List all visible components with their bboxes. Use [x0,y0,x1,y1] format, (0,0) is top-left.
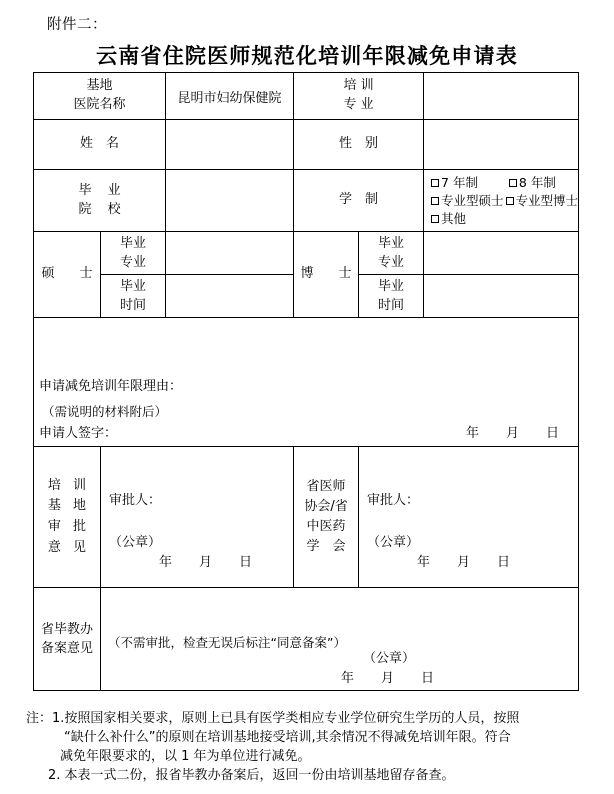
checkbox-option-7year-label: 7 年制 [441,175,478,190]
footer-notes [26,710,592,785]
checkbox-option-professional-master-label: 专业型硕士 [441,192,504,208]
date-day-label: 日 [497,555,512,571]
field-doctor-time-value[interactable] [424,275,579,318]
label-training-specialty [294,73,424,120]
association-seal-label: （公章） [367,535,420,551]
table-row-record [34,588,579,691]
table-row-name [34,120,579,170]
label-association-line1: 省医师 [306,478,346,494]
label-base-approval-line3: 审 批 [47,519,91,535]
date-month-label: 月 [199,555,214,571]
date-month-label: 月 [457,555,472,571]
date-month-label: 月 [506,426,521,442]
label-base-approval-line1: 培 训 [47,477,91,493]
label-base-hospital-line1: 基地 [86,78,113,94]
label-training-specialty-line2: 专 业 [343,97,374,112]
label-master-major-line2: 专业 [120,255,147,271]
label-graduation-school [34,170,166,232]
note-item-1-line-3: 减免年限要求的，以 1 年为单位进行减免。 [60,748,311,764]
provincial-record-note: （不需审批，检查无误后标注“同意备案”） [108,635,346,651]
label-provincial-record-line2: 备案意见 [40,641,93,657]
label-master-time-line1: 毕业 [120,278,147,294]
field-gender-value[interactable] [424,120,579,170]
association-approval-date [417,551,511,570]
field-graduation-school-value[interactable] [166,170,294,232]
page-title: 云南省住院医师规范化培训年限减免申请表 [96,43,518,68]
base-seal-label: （公章） [109,535,162,551]
provincial-record-cell[interactable] [101,588,579,691]
label-doctor-major [359,232,424,275]
note-item-2: 2. 本表一式二份，报省毕教办备案后，返回一份由培训基地留存备查。 [48,767,455,783]
label-association-line2: 协会/省 [304,499,348,515]
note-item-1-line-2: “缺什么补什么”的原则在培训基地接受培训,其余情况不得减免培训年限。符合 [64,729,511,745]
attachment-label: 附件二： [47,17,107,33]
reason-title: 申请减免培训年限理由： [39,379,183,395]
label-doctor-major-line2: 专业 [378,255,405,271]
field-training-specialty-value[interactable] [424,73,579,120]
checkbox-option-professional-doctor-label: 专业型博士 [515,192,579,208]
checkbox-icon [431,197,439,205]
label-schooling-system: 学 制 [294,170,424,232]
field-master-time-value[interactable] [166,275,294,318]
label-provincial-record-line1: 省毕教办 [40,621,93,637]
base-approval-date [159,551,253,570]
label-base-approval-line4: 意 见 [47,540,91,556]
base-approver-label: 审批人： [109,493,162,509]
label-provincial-record [34,588,101,691]
applicant-signature-label: 申请人签字： [39,426,118,442]
applicant-signature-date [466,422,560,441]
date-year-label: 年 [465,426,480,442]
table-row-school [34,170,579,232]
checkbox-icon [431,215,439,223]
association-approver-label: 审批人： [367,493,420,509]
date-year-label: 年 [159,555,174,571]
note-item-1-line-1 [26,710,592,729]
reason-cell[interactable] [34,318,579,447]
label-master-major [101,232,166,275]
label-association-approval [294,447,359,588]
table-row-base-hospital [34,73,579,120]
checkbox-option-professional-doctor[interactable] [506,192,579,210]
provincial-record-date [341,667,435,686]
option-row-2 [431,192,578,210]
table-row-approval [34,447,579,588]
checkbox-option-professional-master[interactable] [431,192,505,210]
label-doctor-major-line1: 毕业 [378,235,405,251]
label-training-specialty-line1: 培 训 [343,78,374,94]
checkbox-option-8year[interactable] [509,174,578,192]
checkbox-option-other-label: 其他 [441,210,467,226]
note-item-1-text-1: 按照国家相关要求，原则上已具有医学类相应专业学位研究生学历的人员，按照 [64,711,520,726]
checkbox-option-8year-label: 8 年制 [518,175,556,190]
label-doctor-time-line1: 毕业 [378,278,405,294]
label-association-line4: 学 会 [306,539,346,555]
option-row-3 [431,210,578,228]
label-gender: 性 别 [294,120,424,170]
label-association-line3: 中医药 [306,519,346,535]
label-master-major-line1: 毕业 [120,235,147,251]
checkbox-option-7year[interactable] [431,174,509,192]
association-approval-cell[interactable] [359,447,579,588]
checkbox-option-other[interactable] [431,210,466,228]
label-doctor-time [359,275,424,318]
date-day-label: 日 [421,671,436,687]
label-graduation-school-line1: 毕 业 [78,182,127,198]
reason-attachment-note: （需说明的材料附后） [42,404,168,420]
application-form-table [33,72,579,691]
schooling-system-options [424,170,579,232]
checkbox-icon [506,197,514,205]
field-doctor-major-value[interactable] [424,232,579,275]
checkbox-icon [509,179,517,187]
date-year-label: 年 [341,671,356,687]
field-master-major-value[interactable] [166,232,294,275]
note-prefix: 注：1. [26,711,65,726]
label-master: 硕 士 [34,232,101,318]
label-base-hospital [34,73,166,120]
label-base-approval-line2: 基 地 [47,498,91,514]
base-approval-cell[interactable] [101,447,294,588]
date-year-label: 年 [417,555,432,571]
label-graduation-school-line2: 院 校 [78,201,127,217]
provincial-record-seal: （公章） [363,651,416,667]
label-name: 姓 名 [34,120,166,170]
option-row-1 [431,174,578,192]
date-day-label: 日 [239,555,254,571]
label-doctor: 博 士 [294,232,359,318]
table-row-reason [34,318,579,447]
label-master-time [101,275,166,318]
label-base-hospital-line2: 医院名称 [73,97,126,112]
label-base-approval-opinion [34,447,101,588]
checkbox-icon [431,179,439,187]
field-name-value[interactable] [166,120,294,170]
label-master-time-line2: 时间 [120,298,147,314]
label-doctor-time-line2: 时间 [378,298,405,314]
date-day-label: 日 [546,426,561,442]
field-base-hospital-value[interactable]: 昆明市妇幼保健院 [166,73,294,120]
date-month-label: 月 [381,671,396,687]
table-row-degree-major [34,232,579,275]
